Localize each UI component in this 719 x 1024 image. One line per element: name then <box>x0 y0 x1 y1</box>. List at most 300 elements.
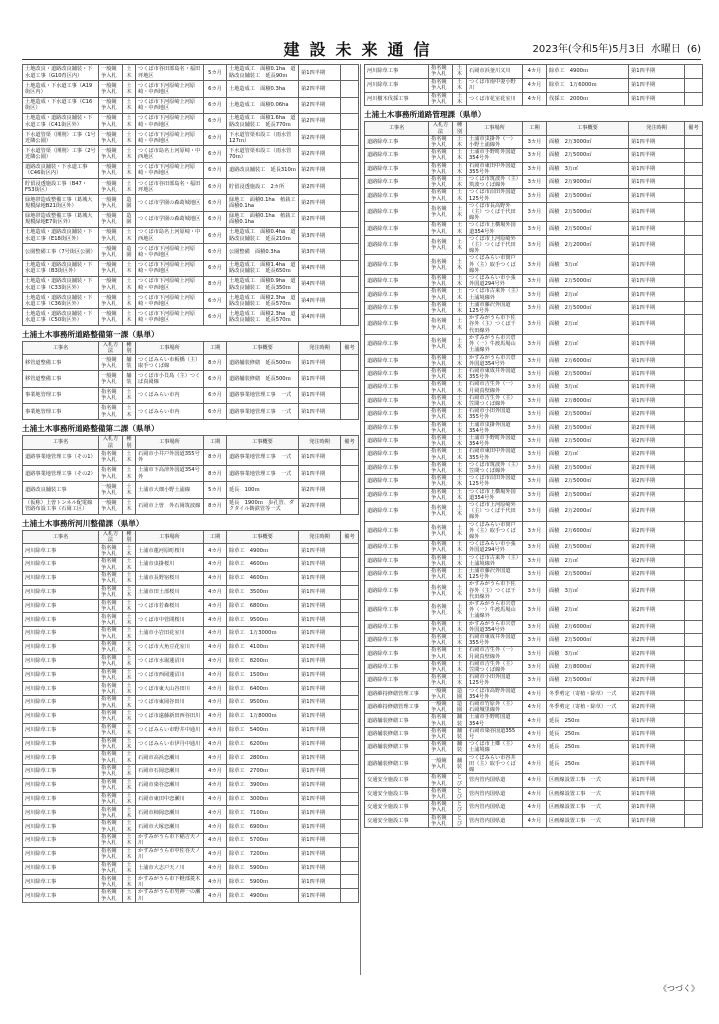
table-cell: 第2四半期 <box>629 475 685 488</box>
table-cell: 4カ月 <box>204 682 227 696</box>
table-cell: 第2四半期 <box>629 421 685 434</box>
table-cell: 6カ月 <box>204 97 227 113</box>
table-cell: 道路除草工事 <box>365 620 429 633</box>
table-cell: 一般競争入札 <box>99 498 123 514</box>
table-cell <box>685 727 703 740</box>
table-cell: 6カ月 <box>204 81 227 97</box>
table-cell: 造園 <box>123 211 136 227</box>
table-cell: 舗装 <box>453 741 467 754</box>
table-cell: 土地造成工 面積0.3ha <box>227 81 299 97</box>
column-header-kind: 種別 <box>123 341 136 354</box>
table-cell: 5カ月 <box>204 482 227 498</box>
column-header-name: 工事名 <box>23 530 99 543</box>
table-cell: 3カ月 <box>523 222 547 235</box>
table-cell: かすみがうら市中佐谷天ノ川 <box>136 847 204 861</box>
table-cell: 石岡市吉生外（一）月岡真壁線外 <box>467 381 523 394</box>
table-cell: 第1四半期 <box>629 381 685 394</box>
table-cell <box>685 275 703 288</box>
table-cell: 土木 <box>453 334 467 354</box>
table-cell: かすみがうら市下佐谷外（主）つくば千代田線外 <box>467 581 523 601</box>
table-cell: 第1四半期 <box>299 65 341 81</box>
table-cell: 指名競争入札 <box>429 78 453 92</box>
table-cell: 面積 2万9000㎡ <box>547 176 629 189</box>
table-row <box>23 737 359 751</box>
table-cell: 延長 100ｍ <box>227 482 299 498</box>
table-cell: 石岡市大塚恋瀬川 <box>136 820 204 834</box>
table-cell: 面積 3万㎡ <box>547 647 629 660</box>
table-row <box>365 255 703 275</box>
table-cell: 4カ月 <box>523 701 547 714</box>
table-row <box>365 176 703 189</box>
table-cell: 第2四半期 <box>629 501 685 521</box>
table-cell <box>685 354 703 367</box>
table-cell: 第1四半期 <box>629 176 685 189</box>
table-cell: 第2四半期 <box>629 568 685 581</box>
table-cell: 第1四半期 <box>629 787 685 800</box>
table-cell: つくばみらい市野井中通川 <box>136 723 204 737</box>
table-cell: 道路除草工事 <box>365 315 429 335</box>
table-cell: 3カ月 <box>523 394 547 407</box>
table-cell: 河川除草工事 <box>23 654 99 668</box>
table-cell: 道路除草工事 <box>365 288 429 301</box>
table-cell <box>341 751 359 765</box>
table-cell <box>341 709 359 723</box>
table-cell: 河川除草工事 <box>23 737 99 751</box>
table-cell <box>685 315 703 335</box>
table-cell: 指名競争入札 <box>429 381 453 394</box>
table-row <box>23 544 359 558</box>
table-cell: 4カ月 <box>523 814 547 827</box>
table-cell: 第1四半期 <box>299 668 341 682</box>
table-cell: 第1四半期 <box>299 466 341 482</box>
table-cell: つくば市上河原崎外（主）つくば千代田線外 <box>467 235 523 255</box>
table-cell: 土木 <box>123 737 136 751</box>
table-cell: 4カ月 <box>523 787 547 800</box>
table-cell: かすみがうら市宍倉外国道354号外 <box>467 620 523 633</box>
left-top-table <box>22 64 359 326</box>
table-cell: 河川除草工事 <box>23 640 99 654</box>
table-cell: 貯留浸透施設工事（B47・F53街区） <box>23 179 99 195</box>
table-cell: 指名競争入札 <box>429 714 453 727</box>
table-cell: 3カ月 <box>523 568 547 581</box>
table-cell <box>341 211 359 227</box>
table-cell: 下水道管渠布設工（雨水管70ｍ） <box>227 146 299 162</box>
table-cell: つくば市東岡谷田川 <box>136 696 204 710</box>
table-cell: 除草工 5400ｍ <box>227 723 299 737</box>
table-cell: つくばみらい市板橋（主）取手つくば線 <box>136 355 204 371</box>
table-cell: 道路除草工事 <box>365 235 429 255</box>
column-header-kind: 種別 <box>453 122 467 135</box>
table-cell: 指名競争入札 <box>429 674 453 687</box>
table-cell: 土木 <box>453 162 467 175</box>
table-cell: 3カ月 <box>523 620 547 633</box>
road-2-table <box>22 435 359 515</box>
column-header-period: 工期 <box>204 436 227 449</box>
table-cell: 土木 <box>123 81 136 97</box>
table-cell: 指名競争入札 <box>99 585 123 599</box>
table-cell: 4カ月 <box>204 875 227 889</box>
table-cell <box>685 65 703 79</box>
table-cell: 道路除草工事 <box>365 501 429 521</box>
table-cell: 3カ月 <box>523 647 547 660</box>
table-cell: 第2四半期 <box>629 434 685 447</box>
table-cell: 第1四半期 <box>299 778 341 792</box>
table-cell <box>685 334 703 354</box>
table-cell: つくば市沼田外国道125号外 <box>467 475 523 488</box>
table-row <box>365 222 703 235</box>
table-cell: 第2四半期 <box>629 461 685 474</box>
table-cell: 4カ月 <box>204 737 227 751</box>
table-cell: 交通安全施設工事 <box>365 801 429 814</box>
table-cell: 区画線設置工事 一式 <box>547 787 629 800</box>
table-cell: 土浦市虫掛外国道354号外 <box>467 421 523 434</box>
table-cell: 土木 <box>123 260 136 276</box>
table-row <box>365 301 703 314</box>
table-cell <box>685 754 703 774</box>
continued-marker: 《つづく》 <box>659 984 699 993</box>
table-cell: つくば市学園の森葛城地区 <box>136 211 204 227</box>
table-cell: 4カ月 <box>523 741 547 754</box>
table-cell <box>685 408 703 421</box>
table-cell: 4カ月 <box>204 792 227 806</box>
table-cell <box>685 488 703 501</box>
table-cell <box>685 461 703 474</box>
table-cell: （仮称）上曽トンネル配電線管路布設工事（石岡工区） <box>23 498 99 514</box>
table-cell: 第1四半期 <box>629 202 685 222</box>
table-cell: 土木 <box>453 381 467 394</box>
table-cell: 土木 <box>453 135 467 148</box>
table-cell: 河川除草工事 <box>23 696 99 710</box>
table-cell: 4カ月 <box>204 668 227 682</box>
table-cell: 4カ月 <box>204 571 227 585</box>
table-cell: 一般競争入札 <box>99 179 123 195</box>
table-cell: 第2四半期 <box>629 701 685 714</box>
table-row <box>23 179 359 195</box>
table-cell: 第2四半期 <box>629 408 685 421</box>
table-cell: 石岡市竹原外（主）石岡城里線外 <box>467 701 523 714</box>
table-cell: 指名競争入札 <box>429 288 453 301</box>
table-cell: 土木 <box>123 723 136 737</box>
table-cell <box>341 668 359 682</box>
table-cell: 道路事業地管理工事 一式 <box>227 387 299 403</box>
table-cell: とび <box>453 774 467 787</box>
table-cell: 第1四半期 <box>299 544 341 558</box>
table-cell: 一般競争入札 <box>99 162 123 178</box>
table-cell: 土木 <box>123 571 136 585</box>
table-cell <box>341 227 359 243</box>
table-row <box>365 787 703 800</box>
table-cell <box>685 475 703 488</box>
table-cell: 面積 2万5000㎡ <box>547 202 629 222</box>
table-cell: 河川除草工事 <box>365 65 429 79</box>
table-row <box>23 146 359 162</box>
table-cell: 道路除草工事 <box>365 634 429 647</box>
table-cell: 第1四半期 <box>299 847 341 861</box>
table-cell: 土浦市虫掛桜川 <box>136 558 204 572</box>
table-cell: つくば市下河原崎上河原崎・中西地区 <box>136 81 204 97</box>
table-cell <box>341 244 359 260</box>
table-row <box>23 276 359 292</box>
table-cell: 面積 2万5000㎡ <box>547 189 629 202</box>
table-row <box>365 461 703 474</box>
table-cell <box>341 875 359 889</box>
table-cell: 6カ月 <box>204 162 227 178</box>
column-header-place: 工事場所 <box>136 341 204 354</box>
table-cell: 除草工 1万8000ｍ <box>227 709 299 723</box>
table-cell: 6カ月 <box>204 260 227 276</box>
table-cell: 造園 <box>453 687 467 700</box>
table-cell: 第1四半期 <box>629 754 685 774</box>
table-cell: 第1四半期 <box>629 149 685 162</box>
table-cell: 土木 <box>123 613 136 627</box>
table-cell: 除草工 4900ｍ <box>227 889 299 903</box>
table-cell: 土木 <box>453 202 467 222</box>
table-row <box>365 601 703 621</box>
table-cell: 指名競争入札 <box>429 202 453 222</box>
table-cell: 6カ月 <box>204 179 227 195</box>
table-row <box>365 647 703 660</box>
table-cell: 第1四半期 <box>629 814 685 827</box>
table-cell: 道路舗装修繕 延長500ｍ <box>227 355 299 371</box>
table-cell: 一般競争入札 <box>99 113 123 129</box>
table-cell: 土木 <box>123 696 136 710</box>
table-cell: 道路除草工事 <box>365 301 429 314</box>
table-cell: 除草工 4900ｍ <box>227 544 299 558</box>
table-row <box>365 367 703 380</box>
table-cell: 道路除草工事 <box>365 334 429 354</box>
table-cell: 面積 2万5000㎡ <box>547 367 629 380</box>
table-cell: 一般競争入札 <box>99 371 123 387</box>
table-cell: 面積 2万8000㎡ <box>547 394 629 407</box>
table-cell: 面積 2万5000㎡ <box>547 434 629 447</box>
table-cell: 指名競争入札 <box>429 741 453 754</box>
table-cell: 舗装 <box>453 727 467 740</box>
table-cell: 除草工 8200ｍ <box>227 654 299 668</box>
table-cell: 4カ月 <box>204 627 227 641</box>
table-cell: 面積 3万㎡ <box>547 162 629 175</box>
table-cell: 指名競争入札 <box>99 709 123 723</box>
table-cell: 一般競争入札 <box>99 211 123 227</box>
table-cell: 面積 2万㎡ <box>547 288 629 301</box>
table-row <box>365 568 703 581</box>
right-top-table <box>364 64 703 106</box>
table-cell: 土浦市藤沢外国道125号外 <box>467 301 523 314</box>
table-row <box>365 634 703 647</box>
table-cell: 指名競争入札 <box>429 475 453 488</box>
table-cell: 4カ月 <box>204 778 227 792</box>
table-cell: 貯留浸透施設工 2カ所 <box>227 179 299 195</box>
table-cell: 4カ月 <box>523 714 547 727</box>
table-cell <box>341 276 359 292</box>
table-cell: 3カ月 <box>523 475 547 488</box>
table-cell: 面積 2万3000㎡ <box>547 135 629 148</box>
table-row <box>23 640 359 654</box>
table-cell: 第1四半期 <box>299 585 341 599</box>
table-cell: 石岡市小田外国道355号外 <box>467 408 523 421</box>
table-cell: 河川除草工事 <box>23 613 99 627</box>
table-cell: 石岡市小田外国道125号外 <box>467 674 523 687</box>
table-cell <box>685 162 703 175</box>
table-cell: 土地造成工 面積0.9ha 道路改良舗装工 延長350ｍ <box>227 276 299 292</box>
table-cell: 第1四半期 <box>629 394 685 407</box>
table-cell: 河川除草工事 <box>365 78 429 92</box>
table-cell: 冬季剪定（寄植・除草）一式 <box>547 701 629 714</box>
table-cell: 土木 <box>453 354 467 367</box>
column-header-summary: 工事概要 <box>547 122 629 135</box>
table-cell: 第1四半期 <box>629 222 685 235</box>
table-cell: 石岡市石岡恋瀬川 <box>136 765 204 779</box>
table-cell: 除草工 6400ｍ <box>227 682 299 696</box>
table-cell: 除草工 6800ｍ <box>227 599 299 613</box>
table-cell: 4カ月 <box>204 847 227 861</box>
table-cell: 第1四半期 <box>299 449 341 465</box>
table-cell: 3カ月 <box>523 381 547 394</box>
table-cell: 第2四半期 <box>629 521 685 541</box>
table-cell: 土木 <box>453 189 467 202</box>
table-cell: 3カ月 <box>523 421 547 434</box>
table-row <box>365 65 703 79</box>
table-row <box>23 723 359 737</box>
table-cell: 一般競争入札 <box>99 130 123 146</box>
table-cell: かすみがうら市男神一の瀬川 <box>136 889 204 903</box>
table-row <box>365 541 703 554</box>
table-cell: 6カ月 <box>204 404 227 420</box>
table-cell: つくばみらい市谷井田（主）取手つくば線 <box>467 754 523 774</box>
table-row <box>23 765 359 779</box>
table-cell <box>341 449 359 465</box>
table-row <box>23 371 359 387</box>
table-cell: つくば市東大山谷田川 <box>136 682 204 696</box>
right-column <box>364 64 702 828</box>
table-row <box>23 847 359 861</box>
left-column <box>22 64 358 903</box>
table-cell <box>685 774 703 787</box>
table-cell <box>341 806 359 820</box>
table-cell: 第2四半期 <box>299 211 341 227</box>
table-cell: 指名競争入札 <box>429 581 453 601</box>
table-cell: 道路除草工事 <box>365 581 429 601</box>
table-cell: つくば市下河原崎上河原崎・中西地区 <box>136 276 204 292</box>
table-cell: 面積 2万2000㎡ <box>547 501 629 521</box>
table-cell: 4カ月 <box>523 754 547 774</box>
table-cell: 石岡市染谷恋瀬川 <box>136 778 204 792</box>
table-cell: 面積 2万5000㎡ <box>547 421 629 434</box>
table-cell: 指名競争入札 <box>99 449 123 465</box>
date-text: 2023年(令和5年)5月3日 <box>532 44 645 55</box>
table-cell: 土木 <box>123 847 136 861</box>
table-cell: 除草工 5900ｍ <box>227 875 299 889</box>
table-cell: 4カ月 <box>204 765 227 779</box>
table-cell: 造園 <box>123 195 136 211</box>
table-cell: つくば市小貝島（主）つくば真岡線 <box>136 371 204 387</box>
table-cell: 3カ月 <box>523 541 547 554</box>
table-cell <box>341 613 359 627</box>
table-cell <box>685 202 703 222</box>
table-cell: 4カ月 <box>204 861 227 875</box>
table-cell: 指名競争入札 <box>99 544 123 558</box>
table-cell: 第1四半期 <box>299 696 341 710</box>
table-cell: 4カ月 <box>204 558 227 572</box>
table-cell: 6カ月 <box>204 293 227 309</box>
table-cell: 第1四半期 <box>299 387 341 403</box>
table-cell: 道路除草工事 <box>365 541 429 554</box>
table-cell <box>341 293 359 309</box>
table-cell: 土木 <box>123 682 136 696</box>
table-row <box>365 135 703 148</box>
column-header-method: 入札方法 <box>99 341 123 354</box>
table-cell: 公園整備工事（7号街区公園） <box>23 244 99 260</box>
table-cell: 4カ月 <box>523 78 547 92</box>
table-cell: 第2四半期 <box>629 488 685 501</box>
table-cell: 土木 <box>123 276 136 292</box>
table-cell: 面積 2万6000㎡ <box>547 620 629 633</box>
table-cell: 4カ月 <box>523 801 547 814</box>
table-cell: 面積 3万㎡ <box>547 581 629 601</box>
table-cell: つくば市遠藤新田西谷田川 <box>136 709 204 723</box>
table-cell: 交通安全施設工事 <box>365 814 429 827</box>
table-cell: 指名競争入札 <box>429 301 453 314</box>
table-cell: 除草工 3000ｍ <box>227 792 299 806</box>
table-cell: 土木 <box>453 367 467 380</box>
column-header-period: 工期 <box>204 530 227 543</box>
table-cell: 指名競争入札 <box>99 682 123 696</box>
table-cell: つくば市中菅間桜川 <box>136 613 204 627</box>
table-cell: 指名競争入札 <box>99 571 123 585</box>
table-cell: 土木 <box>453 554 467 567</box>
table-cell: 舗装 <box>123 371 136 387</box>
table-cell: つくば市高野外国道354号外 <box>467 687 523 700</box>
table-cell: 第2四半期 <box>299 482 341 498</box>
table-row <box>365 674 703 687</box>
table-cell: 土木 <box>123 146 136 162</box>
table-row <box>365 334 703 354</box>
right-top-table-body <box>365 65 703 106</box>
table-cell: 道路除草工事 <box>365 488 429 501</box>
table-cell: 8カ月 <box>204 276 227 292</box>
table-cell: 土木 <box>453 634 467 647</box>
table-cell: 4カ月 <box>204 820 227 834</box>
table-cell: 指名競争入札 <box>429 354 453 367</box>
table-cell: 土地造成・道路改良舗装・下水道工事（C50街区外） <box>23 309 99 325</box>
table-cell: 3カ月 <box>523 448 547 461</box>
table-cell: 河川除草工事 <box>23 806 99 820</box>
table-cell: 3カ月 <box>523 660 547 673</box>
table-cell: 土木 <box>453 601 467 621</box>
table-cell: 道路除草工事 <box>365 521 429 541</box>
table-cell: 第1四半期 <box>629 354 685 367</box>
table-row <box>365 434 703 447</box>
table-cell: 第3四半期 <box>299 227 341 243</box>
table-cell: 河川除草工事 <box>23 558 99 572</box>
table-row <box>365 660 703 673</box>
table-cell: 一般競争入札 <box>99 65 123 81</box>
table-cell: 一般競争入札 <box>99 276 123 292</box>
table-row <box>23 244 359 260</box>
issue-date <box>526 40 701 55</box>
table-cell: 区画線設置工事 一式 <box>547 801 629 814</box>
table-cell: 土地造成・下水道工事（C16街区） <box>23 97 99 113</box>
table-cell: 管内管内国県道 <box>467 814 523 827</box>
table-cell: 土浦市藤沢外国道125号外 <box>467 568 523 581</box>
table-cell: 第1四半期 <box>299 737 341 751</box>
table-cell: つくば市沼田外国道125号外 <box>467 189 523 202</box>
table-cell: 一般競争入札 <box>99 244 123 260</box>
table-cell: 第4四半期 <box>299 309 341 325</box>
table-cell: 6カ月 <box>204 195 227 211</box>
table-cell: 面積 2万5000㎡ <box>547 541 629 554</box>
table-cell: 指名競争入札 <box>429 222 453 235</box>
table-cell: 指名競争入札 <box>99 820 123 834</box>
